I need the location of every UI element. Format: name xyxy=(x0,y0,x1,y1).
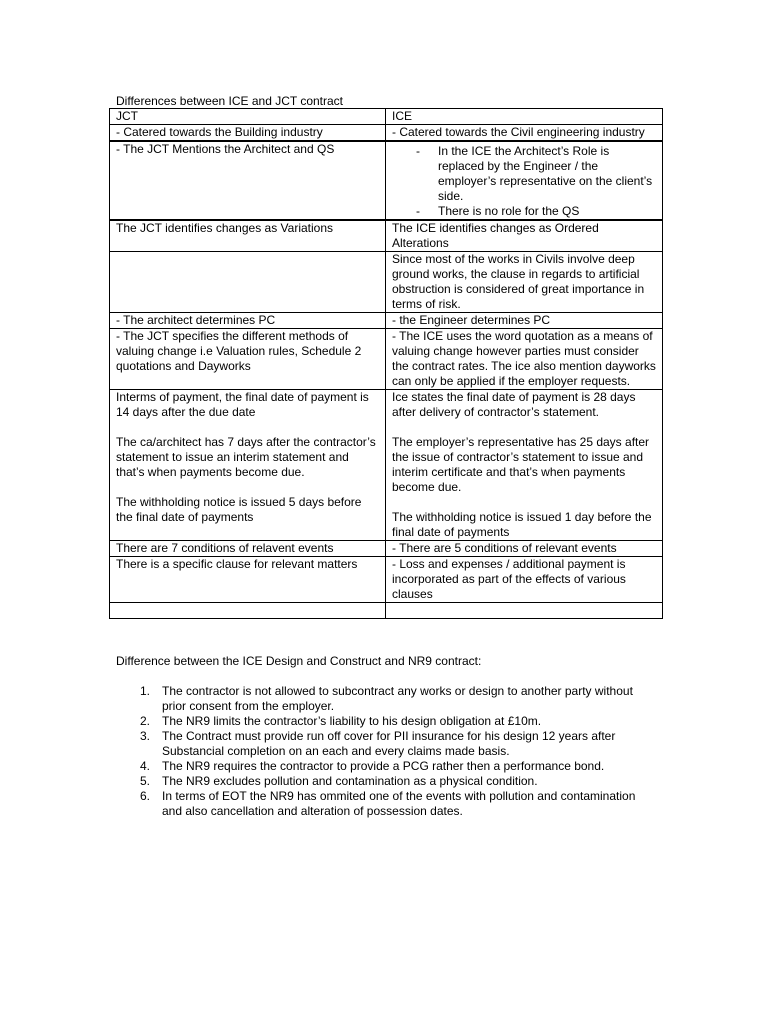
table-caption: Differences between ICE and JCT contract xyxy=(116,94,344,108)
section-heading: Difference between the ICE Design and Construct and NR9 contract: xyxy=(116,654,482,668)
nr9-difference-list xyxy=(116,684,636,819)
paragraph: The withholding notice is issued 5 days before the final date of payments xyxy=(116,495,362,524)
ice-cell xyxy=(386,141,663,220)
jct-cell: There is a specific clause for relevant matters xyxy=(110,557,386,603)
ice-cell: - There are 5 conditions of relevant events xyxy=(386,541,663,557)
ice-role-list xyxy=(392,144,656,219)
ice-cell: - Catered towards the Civil engineering industry xyxy=(386,125,663,142)
ice-cell xyxy=(386,603,663,619)
paragraph: Interms of payment, the final date of payment is 14 days after the due date xyxy=(116,390,369,419)
table-row xyxy=(110,541,663,557)
ice-cell: The ICE identifies changes as Ordered Alterations xyxy=(386,220,663,252)
list-item-text: The Contract must provide run off cover for PII insurance for his design 12 years after Substancial completion on an each and every claims made basis. xyxy=(162,729,616,758)
list-number: 2. xyxy=(140,714,151,728)
jct-cell: - Catered towards the Building industry xyxy=(110,125,386,142)
list-number: 1. xyxy=(140,684,151,698)
ice-cell: Since most of the works in Civils involve deep ground works, the clause in regards to artificial obstruction is considered of great importance in terms of risk. xyxy=(386,252,663,313)
list-item xyxy=(116,789,636,819)
list-item xyxy=(116,714,636,729)
paragraph: The employer’s representative has 25 days after the issue of contractor’s statement to issue and interim certificate and that’s when payments become due. xyxy=(392,435,650,494)
paragraph: The withholding notice is issued 1 day before the final date of payments xyxy=(392,510,652,539)
ice-cell xyxy=(386,390,663,541)
table-row xyxy=(110,220,663,252)
list-item: - In the ICE the Architect’s Role is replaced by the Engineer / the employer’s representative on the client’s side. xyxy=(392,144,656,204)
table-row xyxy=(110,557,663,603)
jct-cell xyxy=(110,390,386,541)
list-number: 6. xyxy=(140,789,151,803)
table-row xyxy=(110,141,663,220)
column-header-jct: JCT xyxy=(110,109,386,125)
list-item xyxy=(116,774,636,789)
list-item-text: The NR9 limits the contractor’s liability to his design obligation at £10m. xyxy=(162,714,542,728)
table-header-row xyxy=(110,109,663,125)
jct-cell: - The JCT specifies the different methods of valuing change i.e Valuation rules, Schedule 2 quotations and Dayworks xyxy=(110,329,386,390)
paragraph: The ca/architect has 7 days after the contractor’s statement to issue an interim statement and that’s when payments become due. xyxy=(116,435,376,479)
list-number: 4. xyxy=(140,759,151,773)
jct-cell: - The architect determines PC xyxy=(110,313,386,329)
table-row xyxy=(110,252,663,313)
jct-cell xyxy=(110,252,386,313)
jct-cell: The JCT identifies changes as Variations xyxy=(110,220,386,252)
list-item-text: The NR9 excludes pollution and contamination as a physical condition. xyxy=(162,774,538,788)
jct-cell xyxy=(110,603,386,619)
list-number: 3. xyxy=(140,729,151,743)
column-header-ice: ICE xyxy=(386,109,663,125)
ice-cell: - Loss and expenses / additional payment is incorporated as part of the effects of various clauses xyxy=(386,557,663,603)
table-row xyxy=(110,313,663,329)
comparison-table xyxy=(109,108,663,619)
ice-cell: - The ICE uses the word quotation as a means of valuing change however parties must consider the contract rates. The ice also mention dayworks can only be applied if the employer requests. xyxy=(386,329,663,390)
list-item xyxy=(116,759,636,774)
list-item-text: In terms of EOT the NR9 has ommited one of the events with pollution and contamination and also cancellation and alteration of possession dates. xyxy=(162,789,636,818)
list-item xyxy=(116,684,636,714)
paragraph: Ice states the final date of payment is 28 days after delivery of contractor’s statement. xyxy=(392,390,636,419)
list-item xyxy=(116,729,636,759)
table-row xyxy=(110,390,663,541)
list-item: - There is no role for the QS xyxy=(392,204,656,219)
list-number: 5. xyxy=(140,774,151,788)
ice-cell: - the Engineer determines PC xyxy=(386,313,663,329)
list-item-text: The contractor is not allowed to subcontract any works or design to another party without prior consent from the employer. xyxy=(162,684,633,713)
jct-cell: - The JCT Mentions the Architect and QS xyxy=(110,141,386,220)
table-row xyxy=(110,329,663,390)
table-row xyxy=(110,125,663,142)
table-row xyxy=(110,603,663,619)
jct-cell: There are 7 conditions of relavent events xyxy=(110,541,386,557)
list-item-text: The NR9 requires the contractor to provide a PCG rather then a performance bond. xyxy=(162,759,605,773)
